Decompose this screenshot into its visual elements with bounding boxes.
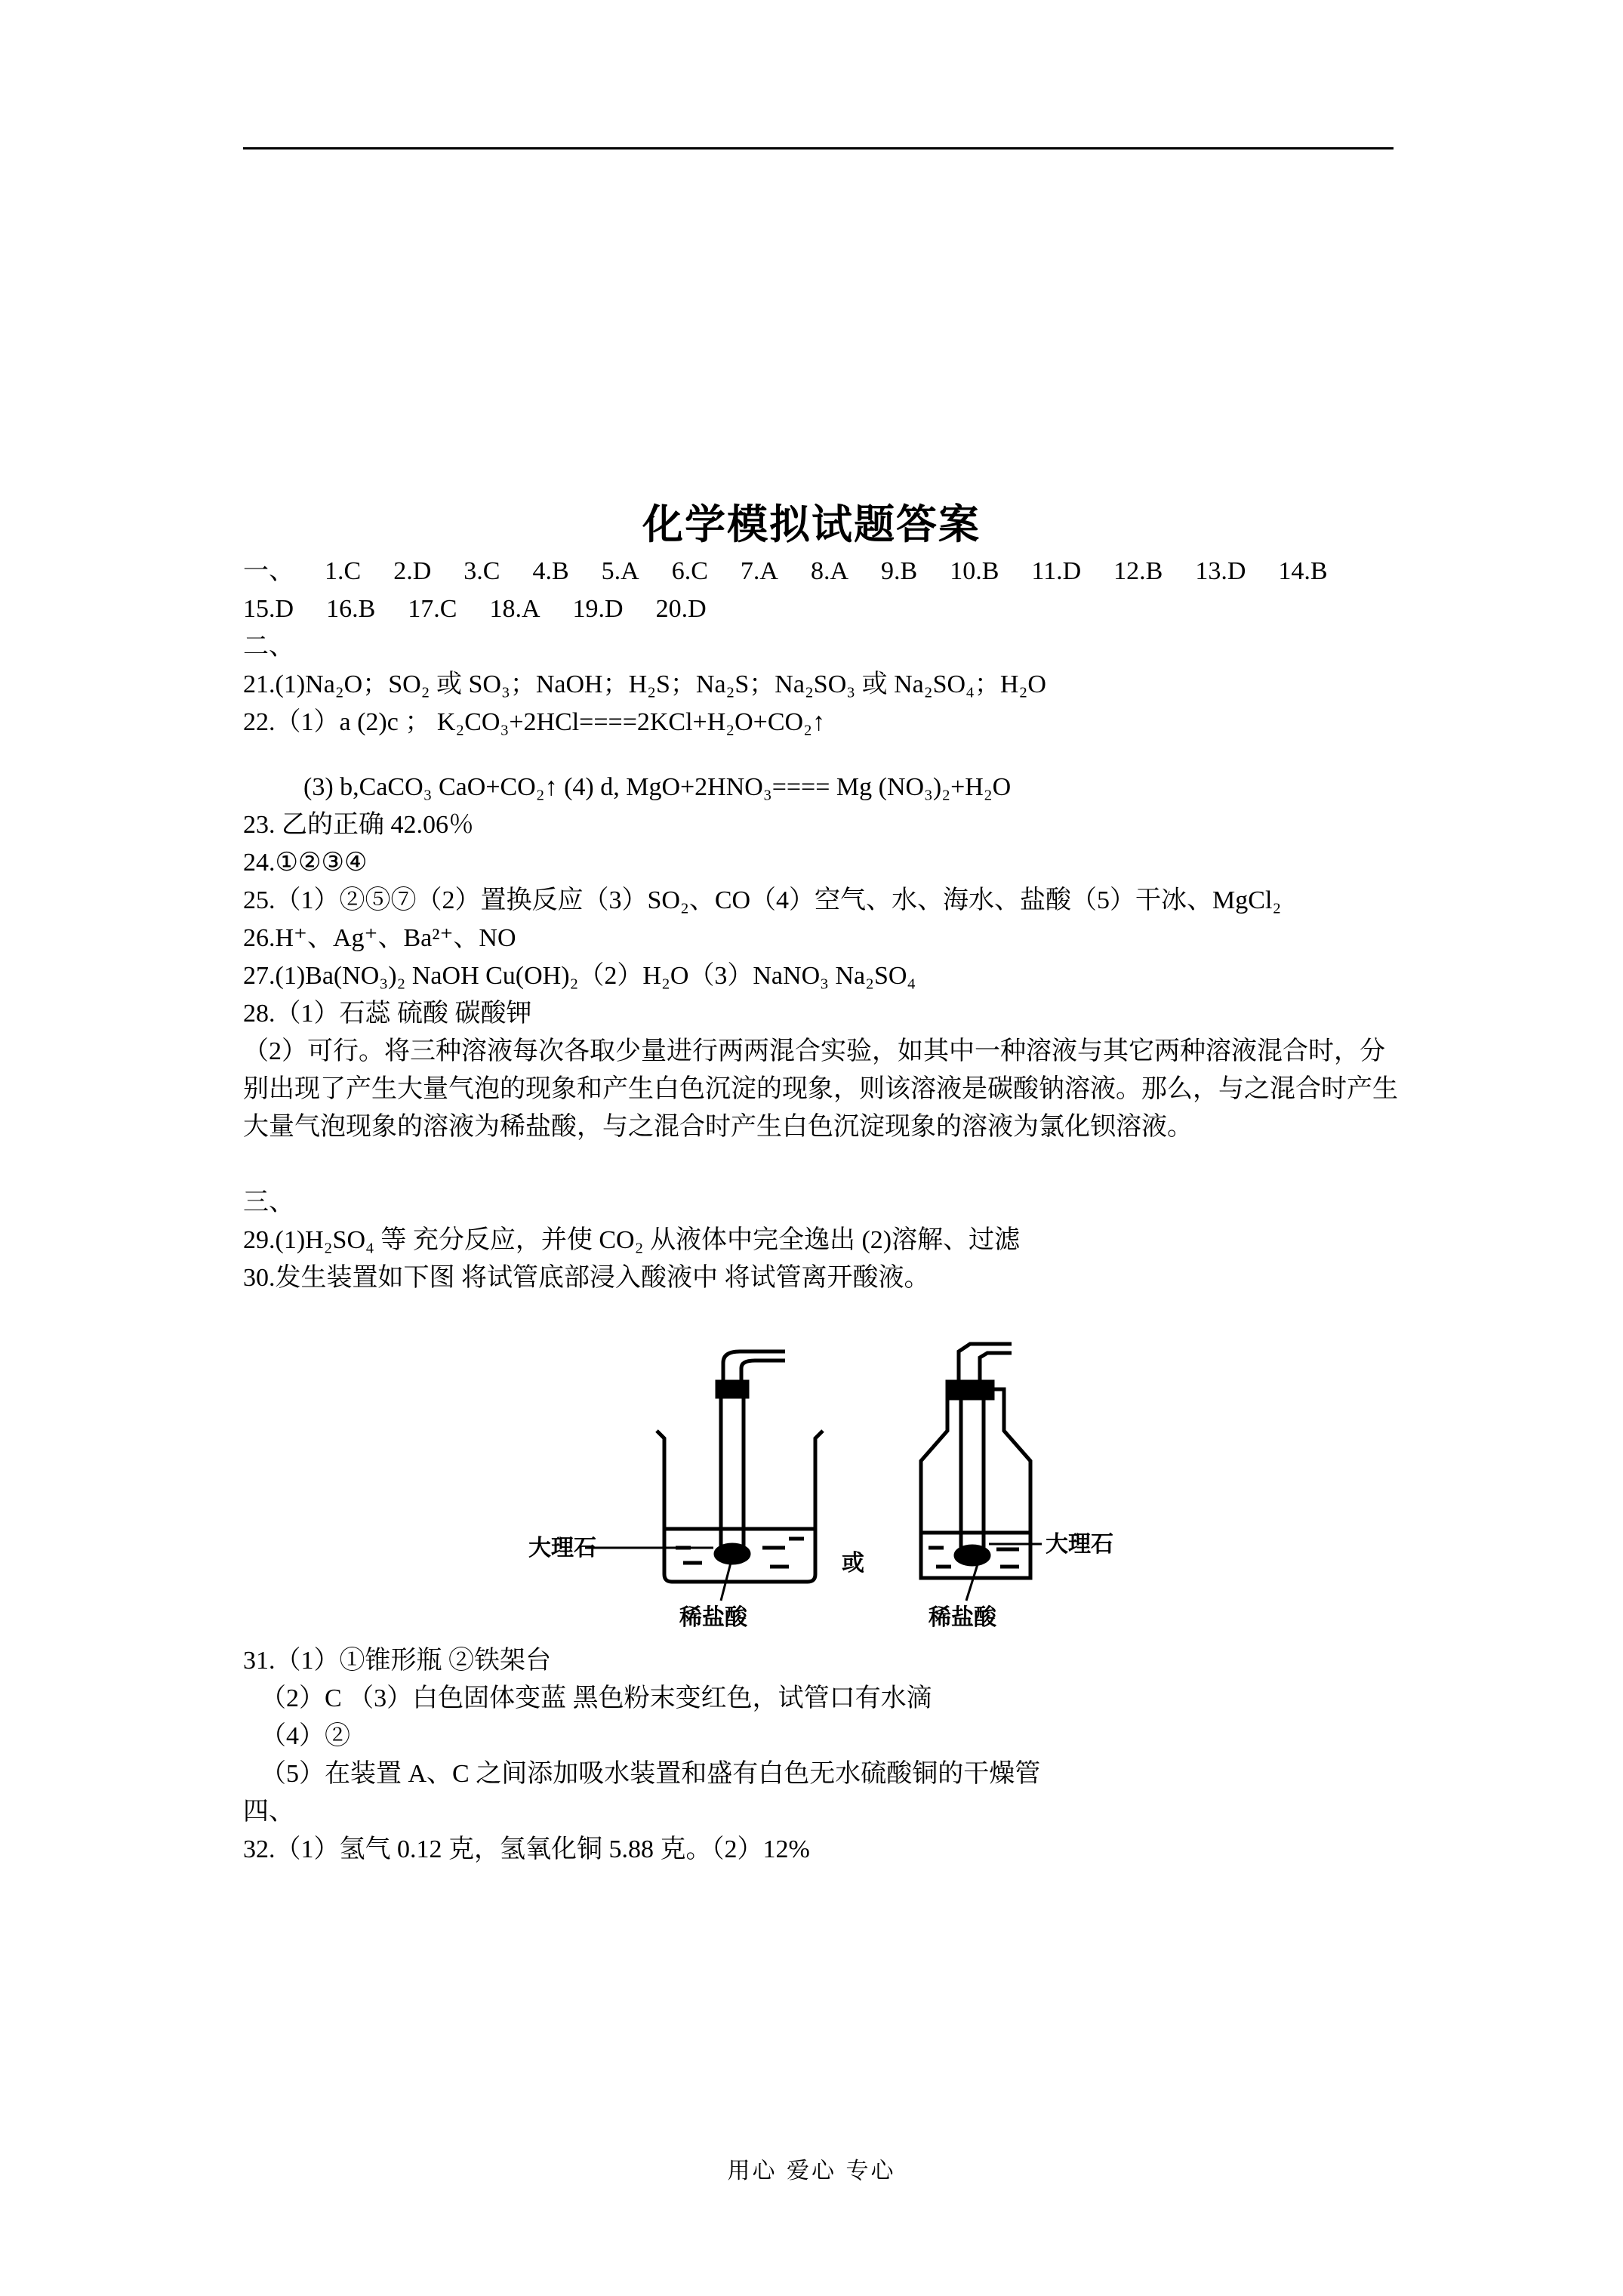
answer-item: 4.B xyxy=(532,557,569,585)
page-footer: 用心 爱心 专心 xyxy=(727,2158,896,2184)
question-23-answer: 23. 乙的正确 42.06％ xyxy=(243,811,474,839)
answer-item: 6.C xyxy=(671,557,708,585)
page-title: 化学模拟试题答案 xyxy=(642,501,981,548)
question-30-answer: 30.发生装置如下图 将试管底部浸入酸液中 将试管离开酸液。 xyxy=(243,1264,930,1292)
question-25-answer: 25.（1）②⑤⑦（2）置换反应（3）SO₂、CO（4）空气、水、海水、盐酸（5）干冰、MgCl₂ xyxy=(243,886,1282,914)
answer-item: 12.B xyxy=(1113,557,1163,585)
question-27-answer: 27.(1)Ba(NO₃)₂ NaOH Cu(OH)₂（2）H₂O（3）NaNO₃ Na₂SO₄ xyxy=(243,962,916,990)
marble-label-left: 大理石 xyxy=(528,1535,596,1561)
question-29-answer: 29.(1)H₂SO₄ 等 充分反应，并使 CO₂ 从液体中完全逸出 (2)溶解、过滤 xyxy=(243,1226,1021,1254)
question-26-answer: 26.H⁺、Ag⁺、Ba²⁺、NO xyxy=(243,924,516,952)
or-label: 或 xyxy=(842,1550,864,1576)
question-22-answer: 22.（1）a (2)c ； K₂CO₃+2HCl====2KCl+H₂O+CO₂↑ xyxy=(243,708,825,736)
question-31-answer-3: （4）② xyxy=(260,1722,350,1750)
answer-item: 19.D xyxy=(572,595,624,623)
apparatus-figure xyxy=(528,1329,1132,1631)
question-21-answer: 21.(1)Na₂O；SO₂ 或 SO₃；NaOH；H₂S；Na₂S；Na₂SO₃ 或 Na₂SO₄；H₂O xyxy=(243,670,1046,698)
question-22-answer-cont: (3) b,CaCO₃ CaO+CO₂↑ (4) d, MgO+2HNO₃==== Mg (NO₃)₂+H₂O xyxy=(303,773,1012,801)
question-31-answer-4: （5）在装置 A、C 之间添加吸水装置和盛有白色无水硫酸铜的干燥管 xyxy=(260,1760,1041,1788)
answer-item: 5.A xyxy=(601,557,639,585)
section2-label: 二、 xyxy=(243,633,294,661)
answer-item: 10.B xyxy=(950,557,999,585)
answer-item: 13.D xyxy=(1195,557,1246,585)
question-24-answer: 24.①②③④ xyxy=(243,849,368,877)
question-31-answer: 31.（1）①锥形瓶 ②铁架台 xyxy=(243,1647,551,1675)
answer-item: 17.C xyxy=(408,595,457,623)
section1-answers xyxy=(243,553,1406,628)
section4-label: 四、 xyxy=(243,1798,294,1826)
answer-item: 20.D xyxy=(655,595,707,623)
answer-item: 15.D xyxy=(243,595,294,623)
section3-label: 三、 xyxy=(243,1188,294,1216)
question-28-answer: 28.（1）石蕊 硫酸 碳酸钾 xyxy=(243,1000,532,1028)
header-rule xyxy=(243,147,1394,149)
question-28-explanation: （2）可行。将三种溶液每次各取少量进行两两混合实验，如其中一种溶液与其它两种溶液混合时，分别出现了产生大量气泡的现象和产生白色沉淀的现象，则该溶液是碳酸钠溶液。那么，与之混合时产生大量气泡现象的溶液为稀盐酸，与之混合时产生白色沉淀现象的溶液为氯化钡溶液。 xyxy=(243,1037,1398,1141)
section1-label: 一、 xyxy=(243,557,294,585)
answer-item: 11.D xyxy=(1031,557,1082,585)
acid-label-left: 稀盐酸 xyxy=(679,1604,747,1631)
answer-item: 7.A xyxy=(740,557,778,585)
acid-label-right: 稀盐酸 xyxy=(929,1604,996,1631)
answer-item: 1.C xyxy=(325,557,362,585)
question-31-answer-2: （2）C （3）白色固体变蓝 黑色粉末变红色，试管口有水滴 xyxy=(260,1684,932,1712)
answer-item: 14.B xyxy=(1278,557,1328,585)
answer-item: 2.D xyxy=(393,557,432,585)
question-32-answer: 32.（1）氢气 0.12 克，氢氧化铜 5.88 克。（2）12% xyxy=(243,1835,810,1863)
answer-item: 3.C xyxy=(463,557,500,585)
answer-item: 16.B xyxy=(326,595,376,623)
answer-item: 8.A xyxy=(810,557,848,585)
marble-label-right: 大理石 xyxy=(1046,1531,1113,1558)
answer-item: 9.B xyxy=(881,557,918,585)
answer-item: 18.A xyxy=(489,595,540,623)
